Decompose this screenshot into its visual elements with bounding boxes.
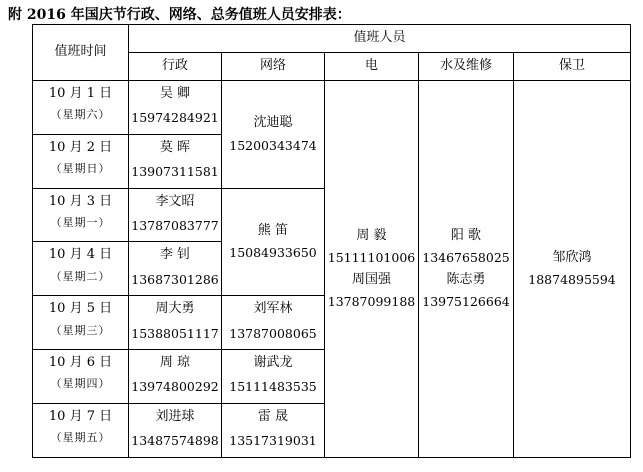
admin-name: 李 钊 <box>159 247 191 263</box>
weekday-label: （星期六） <box>50 108 111 122</box>
header-security: 保卫 <box>514 52 631 80</box>
weekday-label: （星期五） <box>50 431 111 445</box>
header-duty-staff: 值班人员 <box>129 25 631 53</box>
admin-name: 吴 卿 <box>159 85 191 101</box>
network-phone: 15111483535 <box>229 379 317 395</box>
date-cell-6 <box>33 350 129 404</box>
network-name: 谢武龙 <box>253 355 293 371</box>
network-cell-3 <box>222 296 325 350</box>
network-name: 熊 笛 <box>257 223 289 239</box>
date-cell-3 <box>33 188 129 242</box>
admin-cell-5 <box>129 296 222 350</box>
date-cell-1 <box>33 80 129 134</box>
weekday-label: （星期二） <box>50 269 111 283</box>
date-cell-5 <box>33 296 129 350</box>
water-phone-1: 13467658025 <box>422 250 510 266</box>
network-name: 沈迪聪 <box>253 115 293 131</box>
admin-name: 周大勇 <box>155 301 195 317</box>
date-label: 10 月 1 日 <box>48 85 113 101</box>
admin-cell-4 <box>129 242 222 296</box>
admin-name: 刘进球 <box>155 409 195 424</box>
network-name: 刘军林 <box>253 301 293 317</box>
date-label: 10 月 2 日 <box>48 139 113 155</box>
admin-phone: 15974284921 <box>131 110 219 126</box>
date-label: 10 月 6 日 <box>48 355 113 371</box>
weekday-label: （星期四） <box>50 377 111 391</box>
network-phone: 13787008065 <box>229 325 317 341</box>
duty-roster-table <box>32 24 631 458</box>
admin-phone: 13687301286 <box>131 271 219 287</box>
security-cell <box>514 80 631 457</box>
water-name-1: 阳 歌 <box>450 228 482 244</box>
header-electric: 电 <box>325 52 419 80</box>
electric-cell <box>325 80 419 457</box>
network-name: 雷 晟 <box>257 409 289 424</box>
admin-name: 李文昭 <box>155 193 195 209</box>
network-cell-2 <box>222 188 325 296</box>
admin-phone: 13974800292 <box>131 379 219 395</box>
security-name: 邹欣鸿 <box>552 250 592 266</box>
admin-phone: 15388051117 <box>131 325 219 341</box>
admin-phone: 13487574898 <box>131 433 219 449</box>
admin-phone: 13907311581 <box>131 164 219 180</box>
network-cell-4 <box>222 350 325 404</box>
date-label: 10 月 4 日 <box>48 247 113 263</box>
date-cell-4 <box>33 242 129 296</box>
network-cell-5 <box>222 404 325 458</box>
admin-cell-6 <box>129 350 222 404</box>
admin-name: 莫 晖 <box>159 139 191 155</box>
header-water-repair: 水及维修 <box>419 52 514 80</box>
network-cell-1 <box>222 80 325 188</box>
header-admin: 行政 <box>129 52 222 80</box>
electric-phone-1: 15111101006 <box>327 250 416 266</box>
weekday-label: （星期三） <box>50 323 111 337</box>
security-phone: 18874895594 <box>528 272 616 288</box>
network-phone: 15200343474 <box>229 137 317 153</box>
header-network: 网络 <box>222 52 325 80</box>
water-phone-2: 13975126664 <box>422 294 510 310</box>
admin-cell-2 <box>129 134 222 188</box>
date-label: 10 月 5 日 <box>48 301 113 317</box>
network-phone: 15084933650 <box>229 245 317 261</box>
network-phone: 13517319031 <box>229 433 317 449</box>
admin-cell-1 <box>129 80 222 134</box>
electric-name-1: 周 毅 <box>356 228 387 244</box>
water-repair-cell <box>419 80 514 457</box>
admin-phone: 13787083777 <box>131 217 219 233</box>
date-label: 10 月 7 日 <box>48 409 113 424</box>
weekday-label: （星期日） <box>50 162 111 176</box>
header-duty-time: 值班时间 <box>33 25 129 81</box>
water-name-2: 陈志勇 <box>446 271 486 287</box>
date-cell-7 <box>33 404 129 458</box>
admin-cell-7 <box>129 404 222 458</box>
electric-name-2: 周国强 <box>351 271 391 287</box>
date-label: 10 月 3 日 <box>48 193 113 209</box>
admin-name: 周 琼 <box>159 355 191 371</box>
weekday-label: （星期一） <box>50 215 111 229</box>
date-cell-2 <box>33 134 129 188</box>
admin-cell-3 <box>129 188 222 242</box>
document-title: 附 2016 年国庆节行政、网络、总务值班人员安排表： <box>8 7 351 23</box>
electric-phone-2: 13787099188 <box>327 294 416 310</box>
